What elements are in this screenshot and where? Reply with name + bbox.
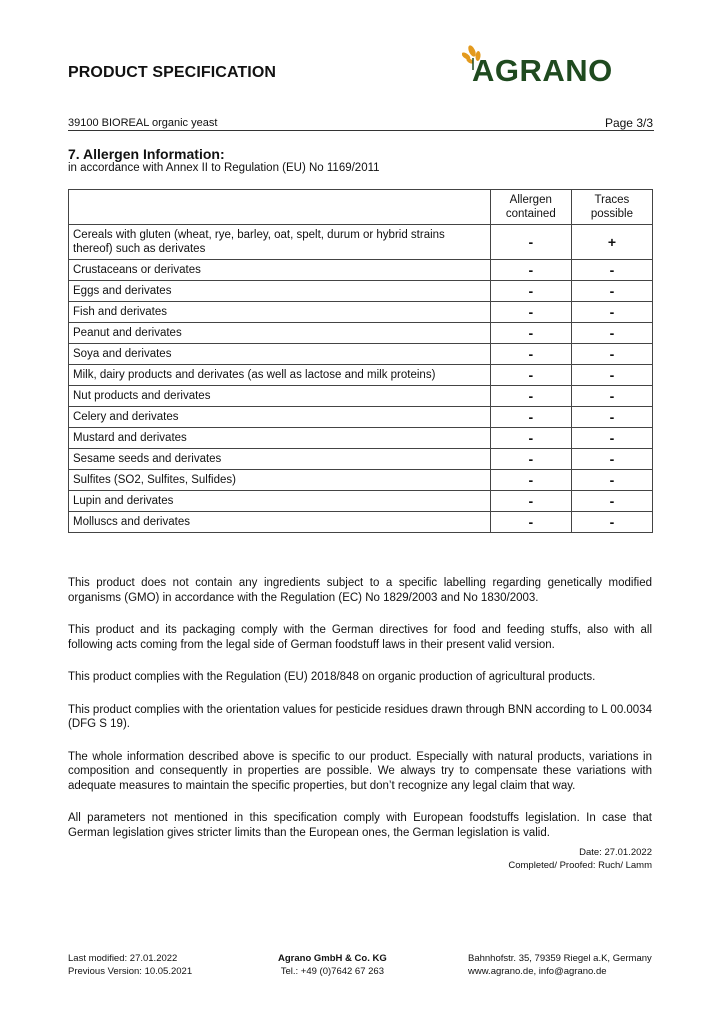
table-row — [69, 344, 653, 365]
allergen-name: Milk, dairy products and derivates (as well as lactose and milk proteins) — [69, 365, 491, 386]
traces-value: - — [571, 470, 652, 491]
header-traces — [571, 190, 652, 225]
contained-value: - — [490, 302, 571, 323]
traces-value: - — [571, 260, 652, 281]
contained-value: - — [490, 491, 571, 512]
table-row — [69, 449, 653, 470]
table-row — [69, 491, 653, 512]
traces-value: - — [571, 512, 652, 533]
header-divider — [68, 130, 654, 131]
product-name: 39100 BIOREAL organic yeast — [68, 117, 218, 129]
last-modified: Last modified: 27.01.2022 — [68, 953, 178, 964]
section-subtitle: in accordance with Annex II to Regulation (EU) No 1169/2011 — [68, 162, 380, 174]
company-name: Agrano GmbH & Co. KG — [278, 953, 387, 964]
variation-statement: The whole information described above is specific to our product. Especially with natural products, variations in composition and consequently in properties are possible. We always try to compensate these variations with adequate measures to maintain the specific properties, but don’t recognize any legal claim that way. — [68, 750, 652, 792]
company-web: www.agrano.de, info@agrano.de — [468, 966, 607, 977]
contained-value: - — [490, 260, 571, 281]
table-row — [69, 470, 653, 491]
traces-value: - — [571, 323, 652, 344]
agrano-logo — [462, 42, 622, 90]
traces-value: - — [571, 407, 652, 428]
contained-value: - — [490, 225, 571, 260]
contained-value: - — [490, 365, 571, 386]
contained-value: - — [490, 449, 571, 470]
footer-contact — [468, 952, 652, 978]
contained-value: - — [490, 386, 571, 407]
table-row — [69, 386, 653, 407]
logo-text: AGRANO — [472, 53, 613, 88]
contained-value: - — [490, 407, 571, 428]
traces-value: - — [571, 302, 652, 323]
table-row — [69, 323, 653, 344]
traces-value: - — [571, 344, 652, 365]
page-title: PRODUCT SPECIFICATION — [68, 64, 277, 81]
table-row — [69, 260, 653, 281]
table-row — [69, 365, 653, 386]
header-blank-cell — [69, 190, 491, 225]
company-address: Bahnhofstr. 35, 79359 Riegel a.K, Germany — [468, 953, 652, 964]
traces-value: - — [571, 491, 652, 512]
allergen-name: Crustaceans or derivates — [69, 260, 491, 281]
allergen-name: Celery and derivates — [69, 407, 491, 428]
allergen-name: Cereals with gluten (wheat, rye, barley, oat, spelt, durum or hybrid strains thereof) such as derivates — [69, 225, 491, 260]
table-row — [69, 512, 653, 533]
header-contained-line2: contained — [505, 208, 556, 220]
legislation-statement: All parameters not mentioned in this specification comply with European foodstuffs legislation. In case that German legislation gives stricter limits than the European ones, the German legislation is valid. — [68, 812, 652, 839]
completed-proofed: Completed/ Proofed: Ruch/ Lamm — [508, 860, 652, 871]
table-row — [69, 225, 653, 260]
header-traces-line2: possible — [590, 208, 634, 220]
allergen-name: Eggs and derivates — [69, 281, 491, 302]
traces-value: - — [571, 365, 652, 386]
allergen-table — [68, 189, 653, 533]
table-row — [69, 407, 653, 428]
header-traces-line1: Traces — [594, 194, 630, 206]
header-contained-line1: Allergen — [509, 194, 552, 206]
table-row — [69, 281, 653, 302]
contained-value: - — [490, 470, 571, 491]
traces-value: - — [571, 386, 652, 407]
contained-value: - — [490, 323, 571, 344]
contained-value: - — [490, 512, 571, 533]
traces-value: - — [571, 281, 652, 302]
table-row — [69, 428, 653, 449]
gmo-statement: This product does not contain any ingredients subject to a specific labelling regarding genetically modified organisms (GMO) in accordance with the Regulation (EC) No 1829/2003 and No 1830/2003. — [68, 577, 652, 604]
directives-statement: This product and its packaging comply with the German directives for food and feeding stuffs, also with all following acts coming from the legal side of German foodstuff laws in their present valid version. — [68, 624, 652, 651]
traces-value: - — [571, 449, 652, 470]
previous-version: Previous Version: 10.05.2021 — [68, 966, 193, 977]
contained-value: - — [490, 428, 571, 449]
allergen-name: Molluscs and derivates — [69, 512, 491, 533]
header-contained — [490, 190, 571, 225]
section-title: 7. Allergen Information: — [68, 146, 225, 162]
table-row — [69, 302, 653, 323]
company-tel: Tel.: +49 (0)7642 67 263 — [280, 966, 384, 977]
allergen-name: Fish and derivates — [69, 302, 491, 323]
pesticide-statement: This product complies with the orientation values for pesticide residues drawn through BNN according to L 00.0034 (DFG S 19). — [68, 703, 652, 730]
page-number: Page 3/3 — [604, 116, 653, 130]
signature-block — [508, 846, 652, 872]
compliance-statements — [68, 576, 652, 858]
contained-value: - — [490, 281, 571, 302]
allergen-name: Mustard and derivates — [69, 428, 491, 449]
document-date: Date: 27.01.2022 — [579, 847, 652, 858]
allergen-name: Peanut and derivates — [69, 323, 491, 344]
footer-versions — [68, 952, 192, 978]
organic-statement: This product complies with the Regulation (EU) 2018/848 on organic production of agricultural products. — [68, 671, 596, 683]
allergen-name: Sesame seeds and derivates — [69, 449, 491, 470]
allergen-name: Sulfites (SO2, Sulfites, Sulfides) — [69, 470, 491, 491]
allergen-name: Nut products and derivates — [69, 386, 491, 407]
allergen-name: Soya and derivates — [69, 344, 491, 365]
traces-value: - — [571, 428, 652, 449]
contained-value: - — [490, 344, 571, 365]
footer-company — [278, 952, 387, 978]
allergen-name: Lupin and derivates — [69, 491, 491, 512]
traces-value: + — [571, 225, 652, 260]
table-header-row — [69, 190, 653, 225]
